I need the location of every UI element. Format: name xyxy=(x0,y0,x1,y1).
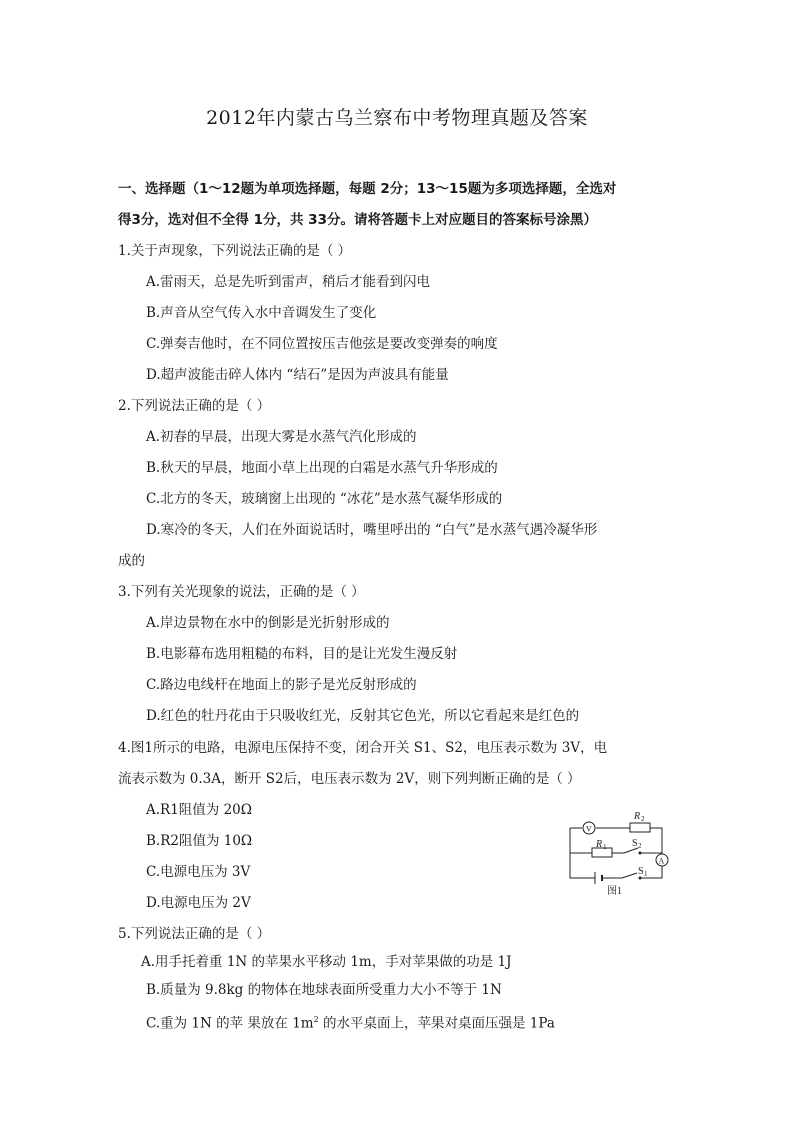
question-4-stem-line2: 流表示数为 0.3A，断开 S2后，电压表示数为 2V，则下列判断正确的是（ ） xyxy=(118,771,581,787)
question-4-option-c: C.电源电压为 3V xyxy=(146,864,251,880)
question-1-stem: 1.关于声现象，下列说法正确的是（ ） xyxy=(118,243,352,259)
question-5-option-c-text: C.重为 1N 的苹 果放在 1m xyxy=(146,1015,314,1032)
question-1-option-d: D.超声波能击碎人体内 “结石”是因为声波具有能量 xyxy=(146,367,449,383)
r1-subscript: 1 xyxy=(603,843,607,851)
section-heading-line1: 一、选择题（1～12题为单项选择题，每题 2分；13～15题为多项选择题，全选对 xyxy=(118,181,617,197)
document-title: 2012年内蒙古乌兰察布中考物理真题及答案 xyxy=(206,107,588,129)
wire-right-top xyxy=(650,828,662,856)
s1-label: S xyxy=(638,866,644,877)
question-5-option-c-superscript: 2 xyxy=(313,1015,319,1024)
question-4-option-d: D.电源电压为 2V xyxy=(146,895,251,911)
s2-label: S xyxy=(632,838,638,849)
voltmeter-label: V xyxy=(586,824,592,834)
switch-s1-contact xyxy=(639,877,641,879)
section-heading-line2: 得3分，选对但不全得 1分，共 33分。请将答题卡上对应题目的答案标号涂黑） xyxy=(118,212,597,228)
question-2-stem: 2.下列说法正确的是（ ） xyxy=(118,398,271,414)
question-5-option-b: B.质量为 9.8kg 的物体在地球表面所受重力大小不等于 1N xyxy=(146,982,502,998)
question-3-option-c: C.路边电线杆在地面上的影子是光反射形成的 xyxy=(146,677,417,693)
question-3-option-a: A.岸边景物在水中的倒影是光折射形成的 xyxy=(146,615,390,631)
question-2-option-b: B.秋天的早晨，地面小草上出现的白霜是水蒸气升华形成的 xyxy=(146,460,498,476)
circuit-figure-1 xyxy=(562,806,672,898)
question-2-option-d-line2: 成的 xyxy=(118,553,145,569)
question-2-option-a: A.初春的早晨，出现大雾是水蒸气汽化形成的 xyxy=(146,429,417,445)
s1-subscript: 1 xyxy=(644,870,648,878)
switch-s1-blade xyxy=(622,873,637,878)
r2-label: R xyxy=(634,811,641,822)
switch-s2-contact xyxy=(639,852,641,854)
question-4-stem-line1: 4.图1所示的电路，电源电压保持不变，闭合开关 S1、S2，电压表示数为 3V，电 xyxy=(118,740,608,756)
r1-label: R xyxy=(596,839,603,850)
question-5-option-c-text-end: 的水平桌面上，苹果对桌面压强是 1Pa xyxy=(318,1015,555,1032)
question-1-option-a: A.雷雨天，总是先听到雷声，稍后才能看到闪电 xyxy=(146,274,431,290)
question-4-option-b: B.R2阻值为 10Ω xyxy=(146,833,253,849)
question-4-option-a: A.R1阻值为 20Ω xyxy=(146,802,252,818)
question-3-option-d: D.红色的牡丹花由于只吸收红光，反射其它色光，所以它看起来是红色的 xyxy=(146,708,580,724)
question-5-stem: 5.下列说法正确的是（ ） xyxy=(118,926,271,942)
ammeter-label: A xyxy=(658,856,665,866)
question-2-option-d-line1: D.寒冷的冬天，人们在外面说话时，嘴里呼出的 “白气”是水蒸气遇冷凝华形 xyxy=(146,522,598,538)
question-2-option-c: C.北方的冬天，玻璃窗上出现的 “冰花”是水蒸气凝华形成的 xyxy=(146,491,503,507)
resistor-r2 xyxy=(630,823,650,832)
question-5-option-a: A.用手托着重 1N 的苹果水平移动 1m，手对苹果做的功是 1J xyxy=(141,954,512,970)
question-1-option-c: C.弹奏吉他时，在不同位置按压吉他弦是要改变弹奏的响度 xyxy=(146,336,498,352)
question-3-stem: 3.下列有关光现象的说法，正确的是（ ） xyxy=(118,584,365,600)
r2-subscript: 2 xyxy=(641,815,645,823)
figure-caption: 图1 xyxy=(607,886,622,897)
question-1-option-b: B.声音从空气传入水中音调发生了变化 xyxy=(146,305,377,321)
question-5-option-c xyxy=(146,1011,555,1033)
s2-subscript: 2 xyxy=(638,842,642,850)
question-3-option-b: B.电影幕布选用粗糙的布料，目的是让光发生漫反射 xyxy=(146,646,458,662)
